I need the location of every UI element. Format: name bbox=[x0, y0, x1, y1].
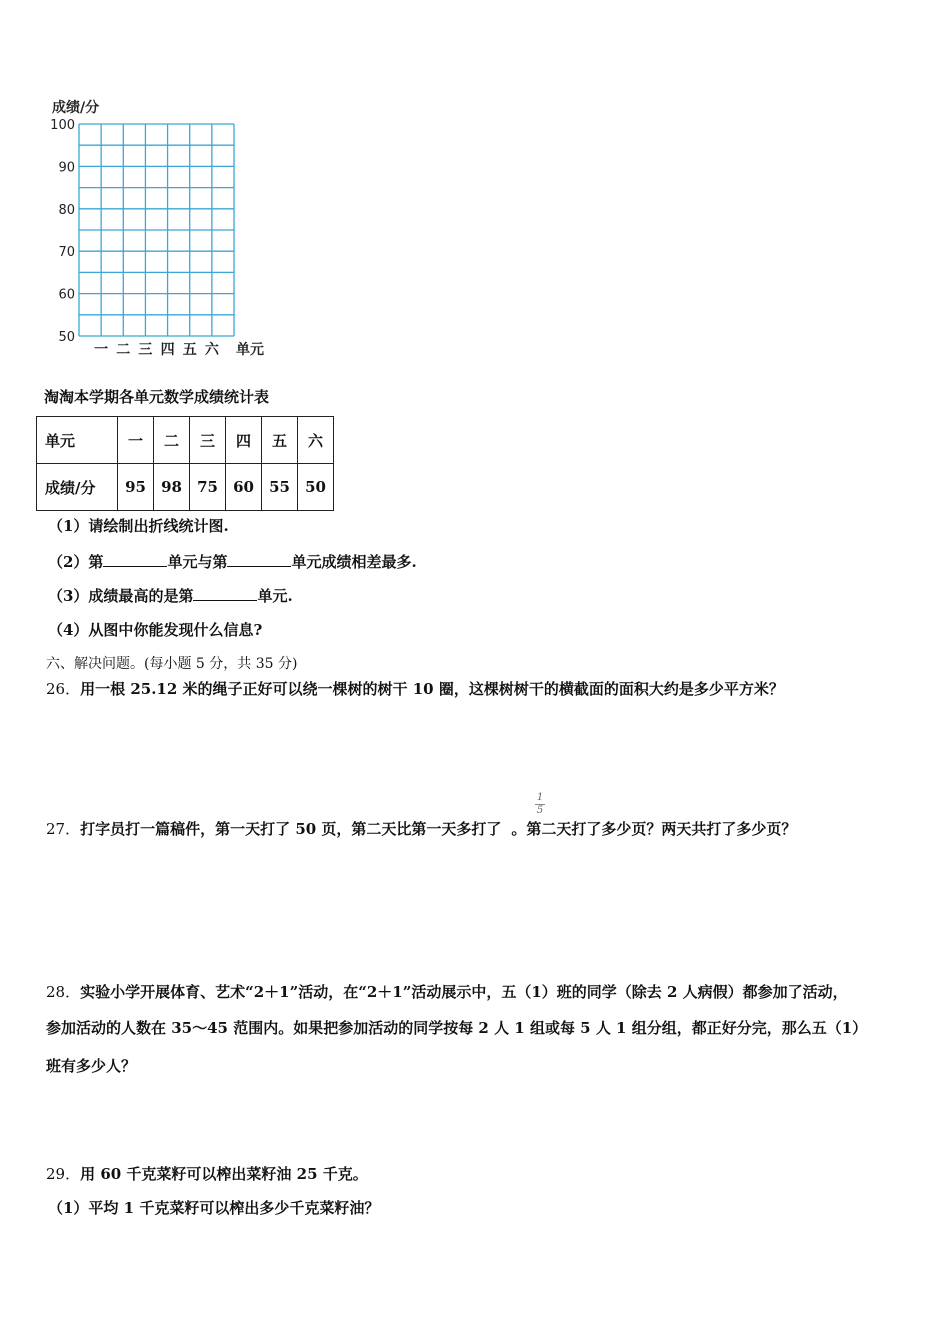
q25-sub2-part-a: （2）第 bbox=[48, 553, 104, 571]
question-text-a: 打字员打一篇稿件，第一天打了 50 页，第二天比第一天多打了 bbox=[80, 820, 502, 838]
table-title: 淘淘本学期各单元数学成绩统计表 bbox=[44, 388, 270, 406]
question-28-line3: 班有多少人？ bbox=[46, 1057, 137, 1075]
table-cell-unit: 六 bbox=[298, 417, 334, 464]
question-number: 28． bbox=[46, 983, 81, 1001]
chart-svg bbox=[44, 96, 274, 361]
table-cell-score: 60 bbox=[226, 464, 262, 511]
table-cell-score: 50 bbox=[298, 464, 334, 511]
q25-sub2-part-c: 单元成绩相差最多. bbox=[291, 553, 417, 571]
y-tick-label: 60 bbox=[58, 287, 75, 303]
table-row-scores bbox=[37, 464, 334, 511]
x-tick-label: 六 bbox=[204, 342, 219, 358]
question-text: 实验小学开展体育、艺术“2＋1”活动，在“2＋1”活动展示中，五（1）班的同学（除去 2 人病假）都参加了活动， bbox=[80, 983, 848, 1001]
fraction-denominator: 5 bbox=[536, 805, 544, 816]
x-axis-label: 单元 bbox=[236, 342, 264, 358]
table-cell-score: 55 bbox=[262, 464, 298, 511]
q25-sub3-part-a: （3）成绩最高的是第 bbox=[48, 587, 194, 605]
y-axis-label: 成绩/分 bbox=[52, 100, 100, 116]
table-cell-unit: 一 bbox=[118, 417, 154, 464]
table-cell-unit: 五 bbox=[262, 417, 298, 464]
y-tick-label: 50 bbox=[58, 330, 75, 345]
table-header-unit: 单元 bbox=[37, 417, 118, 464]
question-29-sub1: （1）平均 1 千克菜籽可以榨出多少千克菜籽油？ bbox=[48, 1199, 380, 1217]
x-tick-label: 三 bbox=[138, 342, 153, 358]
question-text: 用一根 25.12 米的绳子正好可以绕一棵树的树干 10 圈，这棵树树干的横截面的面积大约是多少平方米？ bbox=[80, 680, 784, 698]
q25-sub2 bbox=[48, 551, 417, 572]
answer-blank bbox=[193, 586, 257, 601]
y-tick-label: 90 bbox=[58, 160, 75, 176]
x-tick-label: 二 bbox=[116, 342, 131, 358]
q25-sub1: （1）请绘制出折线统计图. bbox=[48, 517, 229, 535]
table-cell-score: 98 bbox=[154, 464, 190, 511]
q25-sub3 bbox=[48, 585, 293, 606]
section-title: 六、解决问题。(每小题 5 分，共 35 分) bbox=[46, 656, 298, 672]
table-cell-unit: 四 bbox=[226, 417, 262, 464]
question-28-line2: 参加活动的人数在 35～45 范围内。如果把参加活动的同学按每 2 人 1 组或每 5 人 1 组分组，都正好分完，那么五（1） bbox=[46, 1019, 868, 1037]
q25-sub2-part-b: 单元与第 bbox=[167, 553, 228, 571]
answer-blank bbox=[103, 552, 167, 567]
y-tick-label: 80 bbox=[58, 202, 75, 218]
score-table bbox=[36, 416, 334, 511]
question-number: 27． bbox=[46, 820, 81, 838]
table-cell-score: 95 bbox=[118, 464, 154, 511]
q25-sub4: （4）从图中你能发现什么信息? bbox=[48, 621, 263, 639]
fraction-numerator: 1 bbox=[536, 792, 544, 803]
table-row-units bbox=[37, 417, 334, 464]
table-cell-unit: 二 bbox=[154, 417, 190, 464]
question-number: 29． bbox=[46, 1165, 81, 1183]
question-number: 26． bbox=[46, 680, 81, 698]
answer-blank bbox=[227, 552, 291, 567]
question-text-b: 。第二天打了多少页？两天共打了多少页？ bbox=[511, 820, 797, 838]
table-cell-unit: 三 bbox=[190, 417, 226, 464]
question-27 bbox=[46, 818, 796, 839]
x-tick-label: 一 bbox=[94, 342, 109, 358]
x-tick-label: 四 bbox=[160, 342, 175, 358]
table-header-score: 成绩/分 bbox=[37, 464, 118, 511]
table-cell-score: 75 bbox=[190, 464, 226, 511]
question-26 bbox=[46, 678, 784, 699]
x-tick-label: 五 bbox=[182, 342, 197, 358]
score-line-chart-grid bbox=[44, 96, 274, 361]
fraction-one-fifth bbox=[535, 793, 545, 816]
question-text: 用 60 千克菜籽可以榨出菜籽油 25 千克。 bbox=[80, 1165, 368, 1183]
y-tick-label: 70 bbox=[58, 245, 75, 261]
y-tick-label: 100 bbox=[50, 118, 75, 133]
question-29 bbox=[46, 1163, 368, 1184]
q25-sub3-part-b: 单元. bbox=[257, 587, 293, 605]
question-28-line1 bbox=[46, 981, 848, 1002]
